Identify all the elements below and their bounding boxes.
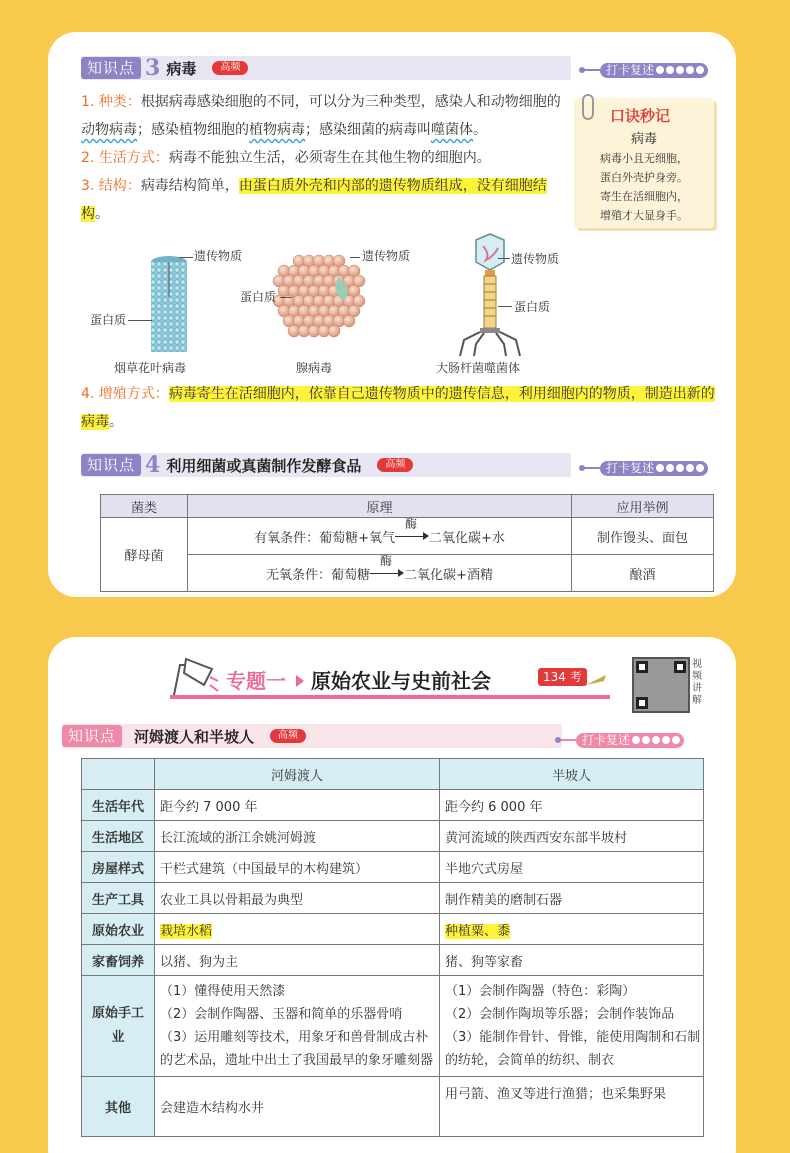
hemudu-cell: 距今约 7 000 年 [155, 790, 440, 821]
checkin-line-icon [558, 739, 576, 741]
topic-title: 原始农业与史前社会 [311, 669, 491, 693]
figure-tobacco-mosaic-virus [84, 237, 244, 377]
dot-icon [642, 736, 650, 744]
product: 二氧化碳+酒精 [404, 567, 493, 583]
hemudu-cell: 农业工具以骨耜最为典型 [155, 883, 440, 914]
section-tag: 知识点 [62, 725, 122, 747]
hemudu-cell: 长江流域的浙江余姚河姆渡 [155, 821, 440, 852]
plant-virus: 植物病毒 [249, 122, 305, 138]
dot-icon [672, 736, 680, 744]
banpo-cell: 半地穴式房屋 [440, 852, 704, 883]
item-label: 4. 增殖方式： [81, 386, 169, 402]
application: 制作馒头、面包 [572, 518, 714, 555]
table-row [82, 945, 704, 976]
frequency-badge: 高频 [270, 729, 306, 743]
hemudu-cell: 干栏式建筑（中国最早的木构建筑） [155, 852, 440, 883]
section-number: 3 [145, 55, 161, 81]
row-header: 家畜饲养 [82, 945, 155, 976]
note-subtitle: 病毒 [630, 132, 657, 147]
table-row [82, 1077, 704, 1137]
table-header: 原理 [188, 495, 572, 518]
list-item: （2）会制作陶埙等乐器；会制作装饰品 [445, 1007, 675, 1022]
label-protein: 蛋白质 [90, 313, 127, 327]
item-text: 根据病毒感染细胞的不同，可以分为三种类型，感染人和动物细胞的 [140, 94, 561, 110]
hemudu-cell [155, 976, 440, 1077]
dot-icon [676, 66, 684, 74]
item-label: 3. 结构： [81, 178, 141, 194]
frequency-badge: 高频 [212, 61, 248, 75]
table-row [82, 914, 704, 945]
item-text: 病毒不能独立生活，必须寄生在其他生物的细胞内。 [168, 150, 491, 166]
banpo-cell [440, 976, 704, 1077]
figure-adenovirus [238, 237, 411, 377]
figure-phage [428, 232, 588, 377]
table-row [82, 976, 704, 1077]
reaction-arrow [370, 553, 404, 579]
paperclip-icon [582, 94, 594, 120]
dot-icon [652, 736, 660, 744]
banpo-cell: 猪、狗等家畜 [440, 945, 704, 976]
list-item: （1）懂得使用天然漆 [160, 984, 286, 999]
fungus-name: 酵母菌 [101, 518, 188, 592]
highlight-text: 由蛋白质外壳和内部的遗传物质组成，没有细胞结构 [81, 178, 547, 222]
section-tag: 知识点 [81, 57, 141, 79]
frequency-badge: 高频 [377, 458, 413, 472]
checkin-line-icon [582, 69, 600, 71]
section-title: 利用细菌或真菌制作发酵食品 [166, 456, 362, 475]
enzyme-label: 酶 [380, 553, 393, 568]
dot-icon [666, 66, 674, 74]
bacteriophage: 噬菌体 [431, 122, 473, 138]
enzyme-label: 酶 [405, 516, 418, 531]
highlight-text: 栽培水稻 [160, 923, 213, 939]
section-header-3 [81, 56, 571, 80]
section-title: 河姆渡人和半坡人 [134, 727, 255, 746]
checkin-review[interactable] [558, 731, 684, 749]
table-header-hemudu: 河姆渡人 [155, 759, 440, 790]
list-item: （3）运用雕刻等技术，用象牙和兽骨制成古朴的艺术品，遗址中出土了我国最早的象牙雕刻器 [160, 1030, 434, 1068]
item-label: 2. 生活方式： [81, 150, 169, 166]
checkin-label: 打卡复述 [606, 460, 655, 475]
dot-icon [632, 736, 640, 744]
mnemonic-note [574, 98, 714, 228]
note-line: 病毒小且无细胞， [600, 152, 688, 165]
condition: 有氧条件：葡萄糖+氧气 [254, 530, 395, 546]
banpo-cell: 距今约 6 000 年 [440, 790, 704, 821]
card-prehistoric-society [48, 637, 736, 1153]
capsid-sphere [343, 315, 355, 327]
row-header: 原始手工业 [82, 976, 155, 1077]
table-header [82, 759, 155, 790]
figure-caption: 大肠杆菌噬菌体 [436, 361, 521, 375]
row-header: 生产工具 [82, 883, 155, 914]
dot-icon [656, 66, 664, 74]
item-types [81, 88, 569, 144]
table-header: 菌类 [101, 495, 188, 518]
hemudu-cell: 以猪、狗为主 [155, 945, 440, 976]
label-protein: 蛋白质 [514, 300, 551, 314]
video-explain-label[interactable]: 视频讲解 [692, 659, 702, 706]
table-row [82, 821, 704, 852]
highlight-text: 病毒寄生在活细胞内，依靠自己遗传物质中的遗传信息，利用细胞内的物质，制造出新的病毒 [81, 386, 715, 430]
principle-cell [188, 555, 572, 592]
item-label: 1. 种类： [81, 94, 141, 110]
capsid-sphere [328, 325, 340, 337]
checkin-line-icon [582, 467, 600, 469]
table-header-banpo: 半坡人 [440, 759, 704, 790]
list-item: （1）会制作陶器（特色：彩陶） [445, 984, 636, 999]
note-title: 口诀秒记 [610, 107, 671, 125]
table-row [82, 883, 704, 914]
checkin-label: 打卡复述 [606, 62, 655, 77]
checkin-review[interactable] [582, 61, 708, 79]
product: 二氧化碳+水 [429, 530, 505, 546]
exam-count-badge: 134 考 [538, 668, 587, 686]
dot-icon [696, 66, 704, 74]
row-header: 原始农业 [82, 914, 155, 945]
figure-caption: 腺病毒 [296, 361, 333, 375]
section-title: 病毒 [166, 59, 197, 78]
item-lifestyle [81, 144, 569, 172]
dot-icon [696, 464, 704, 472]
label-genetic-material: 遗传物质 [511, 252, 560, 266]
row-header: 生活年代 [82, 790, 155, 821]
table-row [101, 518, 714, 555]
item-text: ；感染细菌的病毒叫 [305, 122, 431, 138]
phage-illustration [428, 232, 588, 357]
dot-icon [686, 464, 694, 472]
card-virus [48, 32, 736, 597]
reaction-arrow [395, 516, 429, 542]
label-genetic-material: 遗传物质 [362, 249, 411, 263]
item-text: ；感染植物细胞的 [137, 122, 249, 138]
section-tag: 知识点 [81, 454, 141, 476]
condition: 无氧条件：葡萄糖 [266, 567, 371, 583]
comparison-table [81, 758, 704, 1137]
note-line: 蛋白外壳护身旁。 [600, 171, 688, 184]
list-item: （3）能制作骨针、骨锥，能使用陶制和石制的纺轮，会简单的纺织、制衣 [445, 1030, 701, 1068]
checkin-review[interactable] [582, 459, 708, 477]
section-number: 4 [145, 452, 161, 478]
table-row [101, 555, 714, 592]
figure-caption: 烟草花叶病毒 [114, 361, 187, 375]
principle-cell [188, 518, 572, 555]
table-row [82, 790, 704, 821]
row-header: 房屋样式 [82, 852, 155, 883]
label-genetic-material: 遗传物质 [194, 249, 243, 263]
table-header: 应用举例 [572, 495, 714, 518]
row-header: 其他 [82, 1077, 155, 1137]
label-protein: 蛋白质 [240, 290, 277, 304]
row-header: 生活地区 [82, 821, 155, 852]
banpo-cell: 制作精美的磨制石器 [440, 883, 704, 914]
checkin-label: 打卡复述 [582, 732, 631, 747]
dot-icon [656, 464, 664, 472]
table-row [82, 852, 704, 883]
note-line: 增殖才大显身手。 [600, 209, 688, 222]
animal-virus: 动物病毒 [81, 122, 137, 138]
application: 酿酒 [572, 555, 714, 592]
item-text: 病毒结构简单， [140, 178, 239, 194]
topic-prefix: 专题一 [226, 669, 286, 693]
dot-icon [662, 736, 670, 744]
dot-icon [686, 66, 694, 74]
banpo-cell: 用弓箭、渔叉等进行渔猎；也采集野果 [440, 1077, 704, 1137]
dot-icon [666, 464, 674, 472]
item-text: 。 [95, 206, 109, 222]
dot-icon [676, 464, 684, 472]
topic-banner [166, 655, 614, 707]
section-header-4 [81, 453, 571, 477]
banpo-cell [440, 914, 704, 945]
item-reproduction [81, 380, 721, 436]
highlight-text: 种植粟、黍 [445, 923, 511, 939]
note-line: 寄生在活细胞内， [600, 190, 688, 203]
section-header [62, 724, 562, 748]
banpo-cell: 黄河流域的陕西西安东部半坡村 [440, 821, 704, 852]
item-text: 。 [473, 122, 487, 138]
hemudu-cell [155, 914, 440, 945]
list-item: （2）会制作陶器、玉器和简单的乐器骨哨 [160, 1007, 403, 1022]
qr-code-icon[interactable] [632, 657, 690, 713]
item-text: 。 [109, 414, 123, 430]
hemudu-cell: 会建造木结构水井 [155, 1077, 440, 1137]
fermentation-table [100, 494, 714, 592]
item-structure [81, 172, 569, 228]
